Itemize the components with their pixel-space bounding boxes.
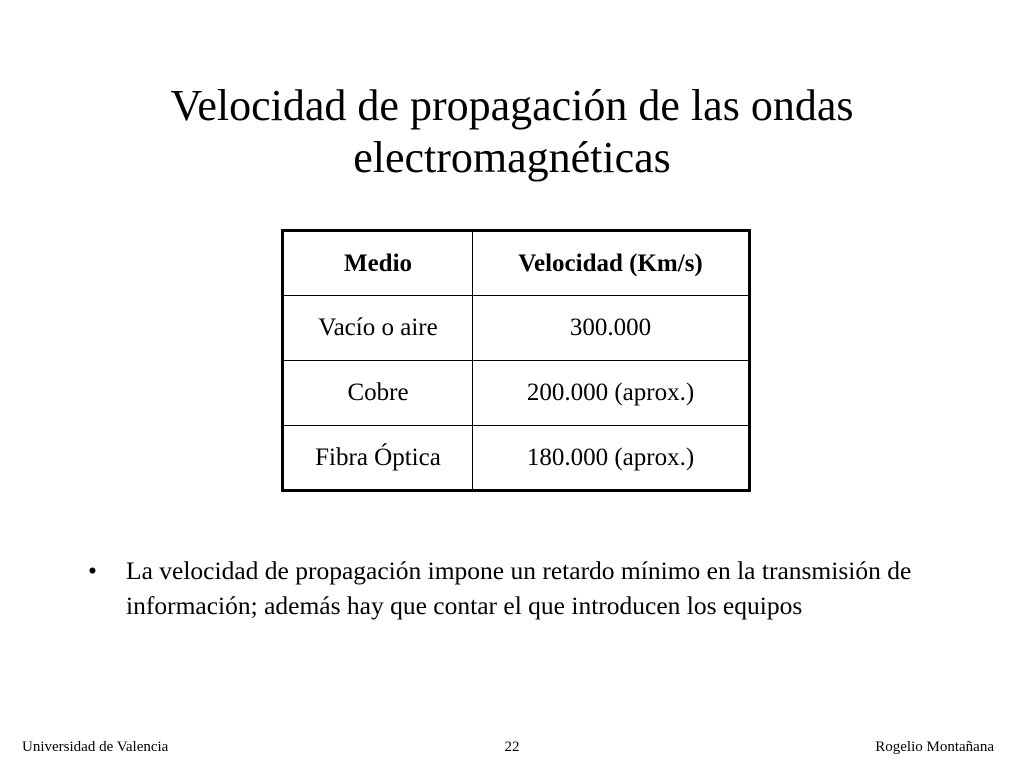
table-row xyxy=(283,361,750,426)
slide-title-line-1: Velocidad de propagación de las ondas xyxy=(170,81,854,130)
slide-title-line-2: electromagnéticas xyxy=(353,133,671,182)
table-header-row xyxy=(283,231,750,296)
slide-title xyxy=(0,80,1024,184)
table-row xyxy=(283,426,750,491)
table-cell-medio: Vacío o aire xyxy=(283,296,473,361)
table-cell-medio: Cobre xyxy=(283,361,473,426)
footer-university: Universidad de Valencia xyxy=(22,739,169,755)
footer-page-number: 22 xyxy=(504,739,520,755)
bullet-list xyxy=(88,553,948,623)
propagation-speed-table xyxy=(281,229,751,492)
table-row xyxy=(283,296,750,361)
table-cell-velocidad: 300.000 xyxy=(473,296,750,361)
table-header-medio: Medio xyxy=(283,231,473,296)
table-cell-velocidad: 180.000 (aprox.) xyxy=(473,426,750,491)
table-cell-medio: Fibra Óptica xyxy=(283,426,473,491)
table-cell-velocidad: 200.000 (aprox.) xyxy=(473,361,750,426)
table-header-velocidad: Velocidad (Km/s) xyxy=(473,231,750,296)
bullet-text: La velocidad de propagación impone un retardo mínimo en la transmisión de información; además hay que contar el que introducen los equipos xyxy=(126,556,912,620)
list-item xyxy=(88,553,948,623)
footer-author: Rogelio Montañana xyxy=(875,739,994,755)
bullet-marker: • xyxy=(88,556,97,585)
